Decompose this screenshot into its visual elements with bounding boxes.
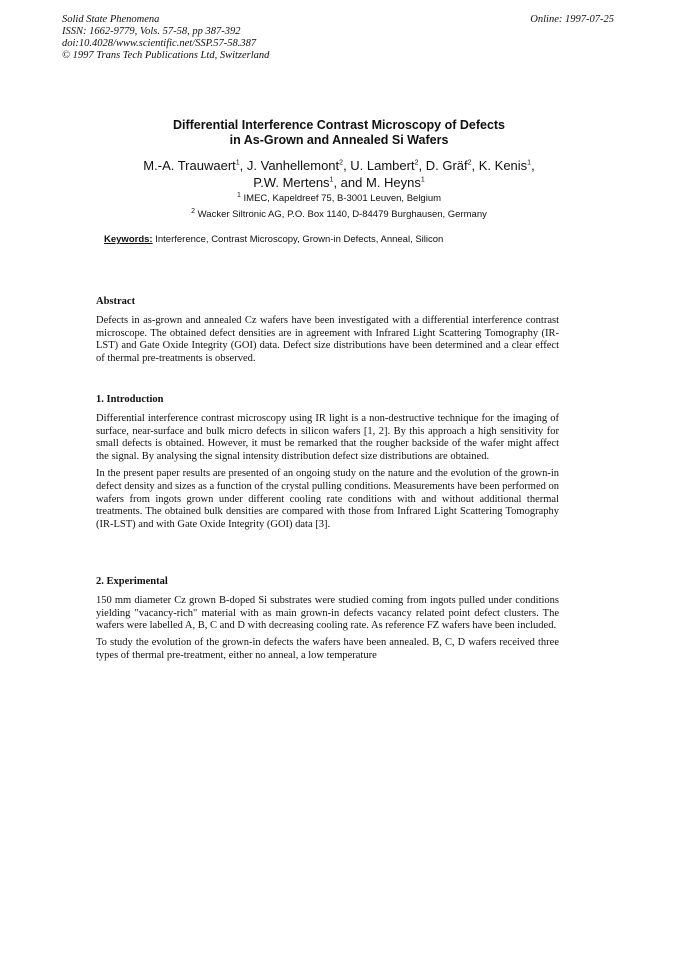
introduction-paragraph-2: In the present paper results are presented of an ongoing study on the nature and the evolution of the grown-in defect density and sizes as a function of the crystal pulling conditions. Measurements have been performed on wafers from ingots grown under different cooling rate conditions with and without additional thermal treatments. The obtained bulk densities are compared with those from Infrared Light Scattering Tomography (IR-LST) and with Gate Oxide Integrity (GOI) data [3]. <box>96 467 559 531</box>
experimental-paragraph-1: 150 mm diameter Cz grown B-doped Si substrates were studied coming from ingots pulled under conditions yielding "vacancy-rich" material with as main grown-in defects vacancy related point defect clusters. The wafers were labelled A, B, C and D with decreasing cooling rate. As reference FZ wafers have been included. <box>96 594 559 632</box>
author-line-1: M.-A. Trauwaert$^1$, J. Vanhellemont$^2$, U. Lambert$^2$, D. Gräf$^2$, K. Kenis$^1$, <box>143 158 535 173</box>
abstract-section <box>96 296 559 370</box>
online-date: Online: 1997-07-25 <box>530 14 614 25</box>
affiliation-mark: 2 <box>414 159 419 167</box>
affiliation-mark: 1 <box>420 176 425 184</box>
author-list <box>40 157 638 191</box>
affiliation-mark: 1 <box>236 191 241 199</box>
affiliation-mark: 2 <box>467 159 472 167</box>
title-line-2: in As-Grown and Annealed Si Wafers <box>229 133 449 147</box>
experimental-section <box>96 576 559 667</box>
author-name: , D. Gräf <box>418 158 468 173</box>
author-name: P.W. Mertens <box>253 175 330 190</box>
author-name: , U. Lambert <box>343 158 415 173</box>
affiliation-1 <box>40 193 638 205</box>
keywords-label: Keywords: <box>104 234 153 245</box>
abstract-heading: Abstract <box>96 296 136 307</box>
keywords <box>104 234 443 246</box>
affiliation-text: Wacker Siltronic AG, P.O. Box 1140, D-84479 Burghausen, Germany <box>197 209 487 220</box>
affiliation-2 <box>40 209 638 221</box>
affiliation-text: IMEC, Kapeldreef 75, B-3001 Leuven, Belgium <box>243 193 442 204</box>
author-name: , K. Kenis <box>471 158 528 173</box>
author-line-2 <box>40 174 638 191</box>
experimental-heading: 2. Experimental <box>96 576 168 587</box>
author-name: , and M. Heyns <box>333 175 421 190</box>
doi-line[interactable]: doi:10.4028/www.scientific.net/SSP.57-58.387 <box>62 38 257 49</box>
title-line-1: Differential Interference Contrast Microscopy of Defects <box>172 118 506 132</box>
introduction-section <box>96 394 559 536</box>
journal-name: Solid State Phenomena <box>62 14 160 25</box>
abstract-text: Defects in as-grown and annealed Cz wafers have been investigated with a differential interference contrast microscope. The obtained defect densities are in agreement with Infrared Light Scattering Tomography (IR-LST) and Gate Oxide Integrity (GOI) data. Defect size distributions have been determined and a clear effect of thermal pre-treatments is observed. <box>96 314 559 365</box>
journal-header <box>62 14 614 62</box>
introduction-heading: 1. Introduction <box>96 394 164 405</box>
experimental-paragraph-2: To study the evolution of the grown-in defects the wafers have been annealed. B, C, D wafers received three types of thermal pre-treatment, either no anneal, a low temperature <box>96 637 559 661</box>
affiliation-mark: 1 <box>235 159 240 167</box>
affiliation-mark: 1 <box>329 176 334 184</box>
author-name: M.-A. Trauwaert <box>143 158 236 173</box>
author-name: , J. Vanhellemont <box>239 158 340 173</box>
keywords-text: Interference, Contrast Microscopy, Grown-in Defects, Anneal, Silicon <box>152 234 444 245</box>
copyright-line: © 1997 Trans Tech Publications Ltd, Switzerland <box>62 50 270 61</box>
paper-title <box>40 118 638 148</box>
affiliation-mark: 2 <box>339 159 344 167</box>
affiliation-mark: 1 <box>527 159 532 167</box>
introduction-paragraph-1: Differential interference contrast microscopy using IR light is a non-destructive technique for the imaging of surface, near-surface and bulk micro defects in silicon wafers [1, 2]. By this approach a high sensitivity for small defects is obtained. However, it must be remarked that the rougher backside of the wafer might affect the signal. By analysing the signal intensity distribution defect size distributions are obtained. <box>96 412 559 463</box>
affiliation-mark: 2 <box>191 207 196 215</box>
issn-line: ISSN: 1662-9779, Vols. 57-58, pp 387-392 <box>62 26 241 37</box>
